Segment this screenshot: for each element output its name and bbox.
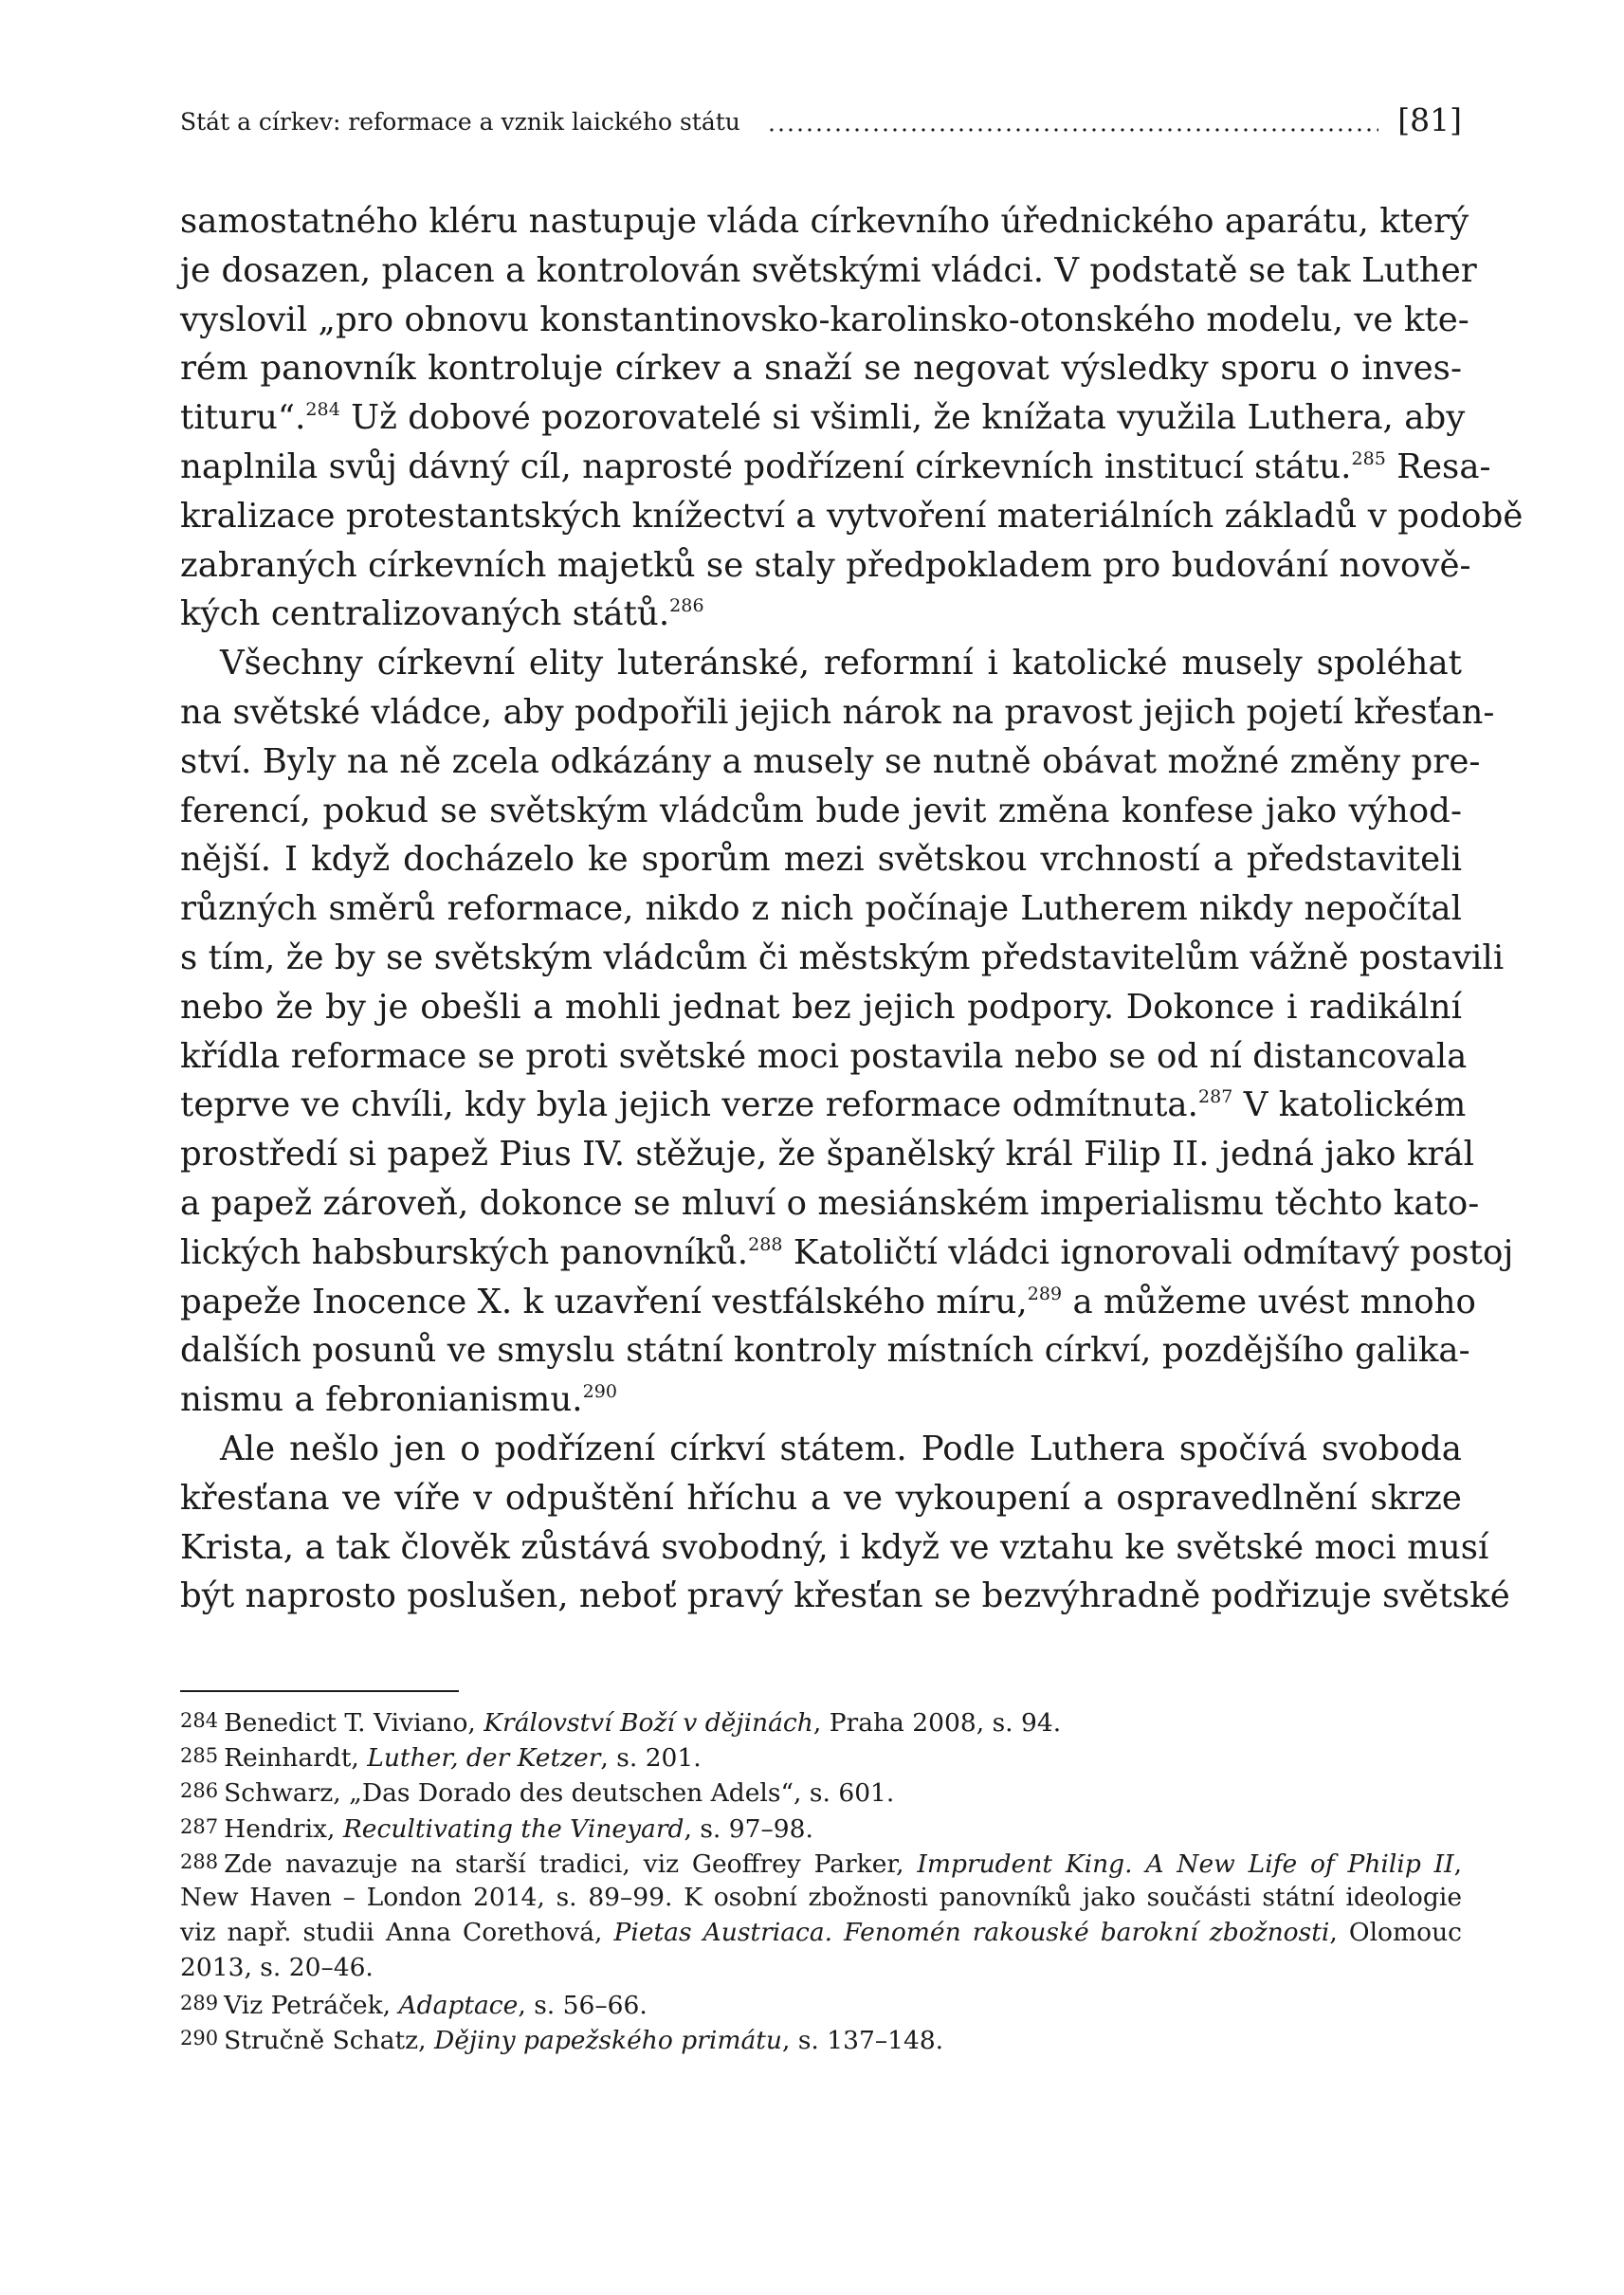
footnote-line (180, 1774, 1462, 1809)
footnote-text: Viz Petráček, (224, 1990, 399, 2020)
body-line-text: a můžeme uvést mnoho (1062, 1282, 1476, 1321)
body-line (180, 296, 1469, 345)
body-line (180, 1572, 1510, 1621)
footnote-ref[interactable]: 289 (1027, 1283, 1063, 1304)
footnote-text: Schwarz, „Das Dorado des deutschen Adels“, s. 601. (224, 1778, 895, 1809)
body-line (180, 1375, 1462, 1425)
footnote-line (180, 1986, 1462, 2021)
body-line-text: různých směrů reformace, nikdo z nich počínaje Lutherem nikdy nepočítal (180, 889, 1462, 929)
body-line-text: křesťana ve víře v odpuštění hříchu a ve vykoupení a ospravedlnění skrze (180, 1478, 1462, 1518)
body-line (180, 1474, 1462, 1523)
footnote-number: 289 (180, 1991, 219, 2014)
footnote-title: Dějiny papežského primátu (433, 2025, 782, 2055)
footnote-number: 288 (180, 1849, 219, 1873)
body-line-text: je dosazen, placen a kontrolován světskými vládci. V podstatě se tak Luther (180, 250, 1477, 290)
body-line (180, 983, 1462, 1032)
footnote-text: Zde navazuje na starší tradici, viz Geoffrey Parker, (224, 1849, 918, 1879)
footnote-text: , Olomouc (1329, 1918, 1462, 1948)
footnote-rule (180, 1690, 459, 1692)
body-line-text: V katolickém (1232, 1085, 1467, 1125)
body-line-text: a papež zároveň, dokonce se mluví o mesiánském imperialismu těchto kato- (180, 1183, 1480, 1223)
body-line-text: tituru“. (180, 398, 306, 438)
footnote-line (180, 1739, 1462, 1774)
footnote-line (180, 1810, 1462, 1845)
body-line (180, 1229, 1514, 1278)
body-line (180, 344, 1462, 393)
footnote-title: Recultivating the Vineyard (342, 1813, 684, 1844)
body-line-text: kých centralizovaných států. (180, 594, 670, 634)
footnote-text: , s. 201. (600, 1743, 702, 1774)
body-line (180, 639, 1462, 688)
body-line-text: na světské vládce, aby podpořili jejich nárok na pravost jejich pojetí křesťan- (180, 692, 1495, 732)
footnotes (180, 1703, 1462, 2056)
footnote-text: , Praha 2008, s. 94. (812, 1708, 1062, 1738)
footnote-title: Imprudent King. A New Life of Philip II (917, 1849, 1454, 1879)
footnote-number: 290 (180, 2026, 219, 2049)
body-line-text: rém panovník kontroluje církev a snaží se negovat výsledky sporu o inves- (180, 349, 1462, 389)
footnote-title: Království Boží v dějinách (484, 1708, 813, 1738)
body-line-text: nější. I když docházelo ke sporům mezi světskou vrchností a představiteli (180, 840, 1462, 880)
footnote-text: Benedict T. Viviano, (224, 1708, 484, 1738)
body-line (180, 492, 1524, 541)
body-line (180, 590, 1462, 639)
body-line (180, 835, 1462, 884)
footnote-ref[interactable]: 288 (748, 1233, 783, 1255)
page-number: [81] (1397, 101, 1462, 138)
footnote-number: 285 (180, 1744, 219, 1768)
body-line (180, 443, 1491, 492)
body-line-text: křídla reformace se proti světské moci postavila nebo se od ní distancovala (180, 1036, 1468, 1076)
body-line-text: papeže Inocence X. k uzavření vestfálského míru, (180, 1282, 1028, 1321)
footnote-text: New Haven – London 2014, s. 89–99. K osobní zbožnosti panovníků jako součásti státní ideologie (180, 1882, 1462, 1912)
footnote-line (180, 1845, 1462, 1880)
leader-dots (767, 127, 1378, 133)
body-line-text: naplnila svůj dávný cíl, naprosté podřízení církevních institucí státu. (180, 446, 1352, 486)
footnote-ref[interactable]: 287 (1197, 1086, 1233, 1108)
body-line (180, 1081, 1467, 1130)
body-line (180, 934, 1505, 983)
body-line-text: Ale nešlo jen o podřízení církví státem. Podle Luthera spočívá svoboda (220, 1429, 1462, 1468)
footnote-text: , s. 97–98. (684, 1813, 813, 1844)
body-line (180, 1179, 1480, 1229)
body-line-text: Katoličtí vládci ignorovali odmítavý postoj (782, 1232, 1514, 1272)
body-line (180, 787, 1462, 836)
footnote-line (180, 1915, 1462, 1950)
body-line-text: vyslovil „pro obnovu konstantinovsko-karolinsko-otonského modelu, ve kte- (180, 300, 1469, 339)
body-line (180, 1326, 1470, 1375)
body-text (180, 197, 1524, 1621)
footnote-text: , (1453, 1849, 1462, 1879)
body-line (180, 246, 1477, 296)
body-line-text: prostředí si papež Pius IV. stěžuje, že španělský král Filip II. jedná jako král (180, 1135, 1475, 1175)
footnote-ref[interactable]: 284 (305, 399, 340, 421)
footnote-text: 2013, s. 20–46. (180, 1953, 374, 1983)
running-head-title: Stát a církev: reformace a vznik laického státu (180, 108, 740, 136)
body-line-text: nismu a febronianismu. (180, 1380, 583, 1420)
footnote-text: Reinhardt, (224, 1743, 368, 1774)
body-line-text: teprve ve chvíli, kdy byla jejich verze reformace odmítnuta. (180, 1085, 1198, 1125)
footnote-number: 284 (180, 1709, 219, 1732)
body-line-text: být naprosto poslušen, neboť pravý křesťan se bezvýhradně podřizuje světské (180, 1576, 1510, 1616)
body-line (180, 1130, 1475, 1179)
footnote-ref[interactable]: 285 (1351, 447, 1386, 469)
body-line (180, 197, 1469, 246)
footnote-text: viz např. studii Anna Corethová, (180, 1918, 614, 1948)
body-line (180, 884, 1462, 934)
body-line-text: Už dobové pozorovatelé si všimli, že knížata využila Luthera, aby (339, 398, 1466, 438)
body-line-text: Všechny církevní elity luteránské, reformní i katolické musely spoléhat (220, 644, 1462, 683)
footnote-number: 287 (180, 1814, 219, 1838)
body-line-text: nebo že by je obešli a mohli jednat bez jejich podpory. Dokonce i radikální (180, 987, 1462, 1027)
body-line (180, 1032, 1468, 1082)
footnote-text: , s. 137–148. (781, 2025, 944, 2055)
footnote-line (180, 1880, 1462, 1915)
body-line-text: Krista, a tak člověk zůstává svobodný, i když ve vztahu ke světské moci musí (180, 1527, 1489, 1567)
body-line-text: zabraných církevních majetků se staly předpokladem pro budování novově- (180, 545, 1471, 585)
body-line (180, 1278, 1476, 1327)
footnote-title: Adaptace (398, 1990, 519, 2020)
body-line-text: s tím, že by se světským vládcům či městským představitelům vážně postavili (180, 938, 1505, 977)
body-line-text: dalších posunů ve smyslu státní kontroly místních církví, pozdějšího galika- (180, 1331, 1470, 1371)
footnote-title: Pietas Austriaca. Fenomén rakouské barokní zbožnosti (613, 1918, 1330, 1948)
footnote-text: , s. 56–66. (518, 1990, 648, 2020)
body-line (180, 1425, 1462, 1474)
body-line (180, 541, 1471, 591)
body-line (180, 393, 1466, 443)
footnote-line (180, 2021, 1462, 2056)
body-line (180, 1523, 1489, 1573)
footnote-ref[interactable]: 290 (582, 1381, 618, 1403)
body-line-text: ferencí, pokud se světským vládcům bude jevit změna konfese jako výhod- (180, 791, 1462, 830)
footnote-text: Stručně Schatz, (224, 2025, 434, 2055)
body-line-text: kralizace protestantských knížectví a vytvoření materiálních základů v podobě (180, 496, 1524, 536)
footnote-title: Luther, der Ketzer (367, 1743, 601, 1774)
footnote-line (180, 1703, 1462, 1739)
body-line (180, 738, 1481, 787)
footnote-number: 286 (180, 1779, 219, 1803)
footnote-text: Hendrix, (224, 1813, 343, 1844)
body-line-text: Resa- (1385, 446, 1491, 486)
body-line-text: samostatného kléru nastupuje vláda církevního úřednického aparátu, který (180, 202, 1469, 241)
body-line (180, 688, 1495, 738)
running-head (180, 100, 1462, 138)
footnote-line (180, 1950, 1462, 1985)
footnote-ref[interactable]: 286 (669, 595, 704, 617)
body-line-text: ství. Byly na ně zcela odkázány a musely se nutně obávat možné změny pre- (180, 741, 1481, 781)
body-line-text: lických habsburských panovníků. (180, 1232, 749, 1272)
